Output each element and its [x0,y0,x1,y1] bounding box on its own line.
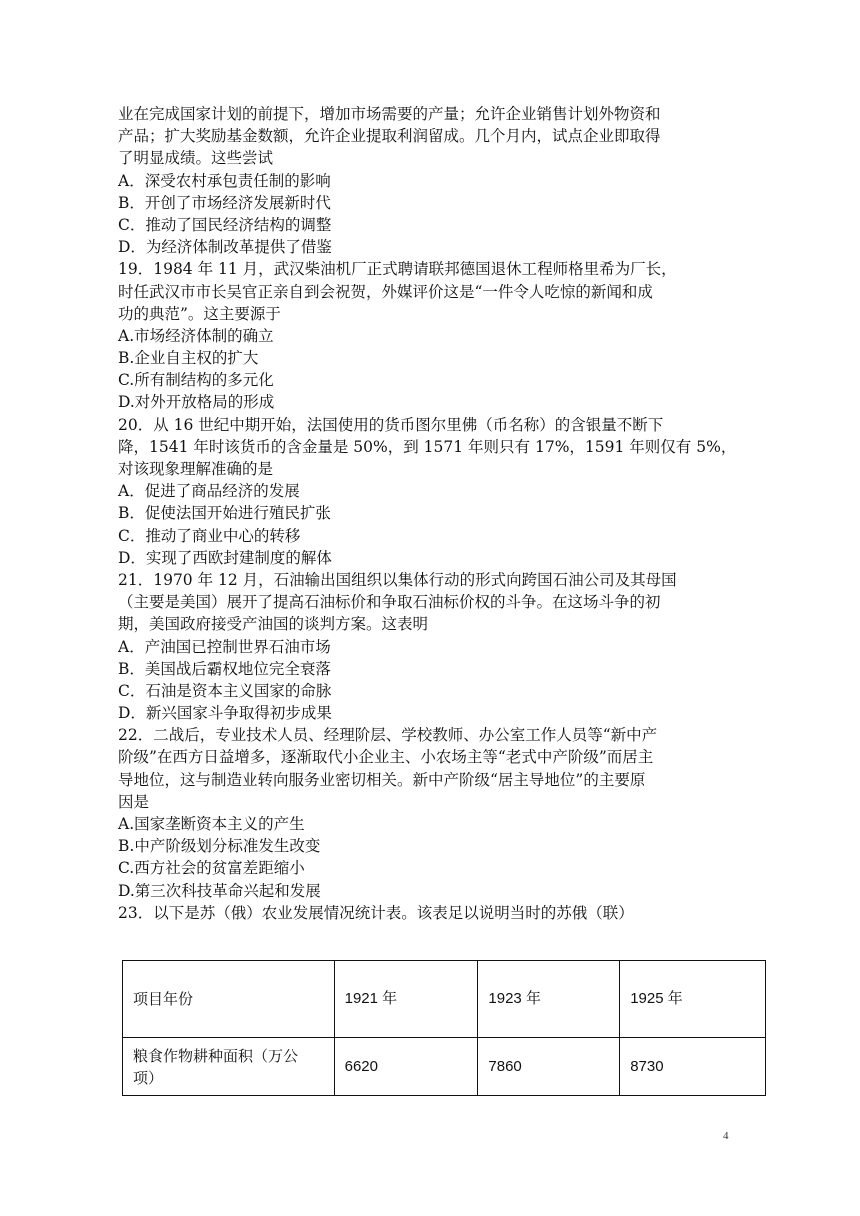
table-cell: 6620 [334,1038,478,1096]
text-line: 对该现象理解准确的是 [118,460,274,478]
option-d: D.第三次科技革命兴起和发展 [118,881,321,900]
table-header-cell: 1925 年 [620,961,766,1038]
table-row [123,1038,766,1096]
text-line: 导地位，这与制造业转向服务业密切相关。新中产阶级“居主导地位”的主要原 [118,770,646,789]
table-header-cell: 1923 年 [478,961,620,1038]
table-row-label [123,1038,335,1096]
text-line: 功的典范”。这主要源于 [118,304,281,323]
text-line: （主要是美国）展开了提高石油标价和争取石油标价权的斗争。在这场斗争的初 [118,593,661,612]
table-cell: 7860 [478,1038,620,1096]
question-text [118,103,748,924]
option-b: B.中产阶级划分标准发生改变 [118,837,321,856]
text-line: 阶级”在西方日益增多，逐渐取代小企业主、小农场主等“老式中产阶级”而居主 [118,748,654,767]
option-a: A.市场经济体制的确立 [118,326,274,345]
option-c: C．推动了商业中心的转移 [118,526,301,545]
option-a: A．产油国已控制世界石油市场 [118,637,331,656]
option-d: D.对外开放格局的形成 [118,393,275,412]
text-line: 了明显成绩。这些尝试 [118,149,274,168]
option-a: A.国家垄断资本主义的产生 [118,815,305,833]
option-d: D．实现了西欧封建制度的解体 [118,548,332,567]
option-d: D．新兴国家斗争取得初步成果 [118,704,332,723]
table-header-cell: 项目年份 [123,961,335,1038]
option-c: C．石油是资本主义国家的命脉 [118,681,332,700]
option-b: B．美国战后霸权地位完全衰落 [118,659,331,678]
row-label-line: 粮食作物耕种面积（万公 [133,1046,299,1065]
text-line: 降，1541 年时该货币的含金量是 50%，到 1571 年则只有 17%，1591 年则仅有 5%， [118,437,737,456]
option-c: C.所有制结构的多元化 [118,371,274,390]
agriculture-stats-table [122,960,766,1096]
question-22: 22．二战后，专业技术人员、经理阶层、学校教师、办公室工作人员等“新中产 [118,726,658,745]
text-line: 因是 [118,792,150,811]
text-line: 产品；扩大奖励基金数额，允许企业提取利润留成。几个月内，试点企业即取得 [118,127,661,146]
option-b: B．开创了市场经济发展新时代 [118,193,331,212]
option-b: B.企业自主权的扩大 [118,349,259,368]
text-line: 时任武汉市市长吴官正亲自到会祝贺，外媒评价这是“一件令人吃惊的新闻和成 [118,282,653,301]
table-header-row [123,961,766,1038]
table-cell: 8730 [620,1038,766,1096]
text-line: 期，美国政府接受产油国的谈判方案。这表明 [118,615,429,634]
option-a: A．促进了商品经济的发展 [118,482,300,501]
question-23: 23．以下是苏（俄）农业发展情况统计表。该表足以说明当时的苏俄（联） [118,903,634,922]
page-number: 4 [723,1130,729,1142]
table-header-cell: 1921 年 [334,961,478,1038]
text-line: 业在完成国家计划的前提下，增加市场需要的产量；允许企业销售计划外物资和 [118,105,661,123]
row-label-line: 项） [133,1068,164,1087]
option-b: B．促使法国开始进行殖民扩张 [118,504,331,523]
option-d: D．为经济体制改革提供了借鉴 [118,238,332,257]
option-a: A．深受农村承包责任制的影响 [118,171,331,190]
option-c: C．推动了国民经济结构的调整 [118,215,332,234]
question-19: 19．1984 年 11 月，武汉柴油机厂正式聘请联邦德国退休工程师格里希为厂长， [118,260,677,279]
option-c: C.西方社会的贫富差距缩小 [118,859,305,878]
question-21: 21．1970 年 12 月，石油输出国组织以集体行动的形式向跨国石油公司及其母国 [118,570,677,589]
question-20: 20．从 16 世纪中期开始，法国使用的货币图尔里佛（币名称）的含银量不断下 [118,415,664,434]
